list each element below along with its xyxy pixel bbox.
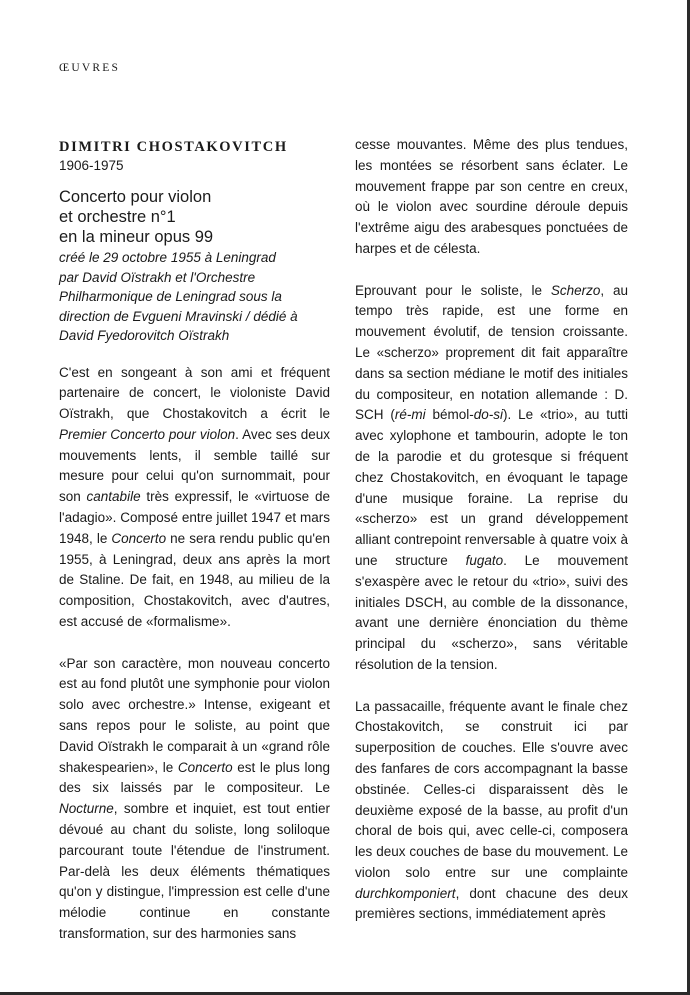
composer-name: DIMITRI CHOSTAKOVITCH [59, 139, 288, 155]
credit-line: direction de Evgueni Mravinski / dédié à [59, 308, 298, 324]
premiere-credits [59, 248, 330, 346]
movement-name: Scherzo [550, 282, 601, 298]
movement-name: Nocturne [59, 801, 114, 817]
right-body [355, 135, 628, 925]
note-name: ré-mi [394, 407, 426, 423]
work-reference: Premier Concerto pour violon [59, 426, 236, 442]
paragraph: Eprouvant pour le soliste, le Scherzo, au tempo très rapide, est une forme en mouvement évolutif, de tension croissante. Le «scherzo» proprement dit fait apparaître dans sa section médiane le motif des initiales du compositeur, en notation allemande : D. SCH (ré-mi bémol-do-si). Le «trio», au tutti avec xylophone et tambourin, adopte le ton de la parodie et du grotesque si fréquent chez Chostakovitch, en évoquant le tapage d'une musique foraine. La reprise du «scherzo» est un grand développement alliant contrepoint renversable à quatre voix à une structure fugato. Le mouvement s'exaspère avec le retour du «trio», suivi des initiales DSCH, au comble de la dissonance, avant une dernière énonciation du thème principal du «scherzo», sans véritable résolution de la tension. [355, 282, 628, 672]
paragraph: C'est en songeant à son ami et fréquent partenaire de concert, le violoniste David Oïstrakh, que Chostakovitch a écrit le Premier Concerto pour violon. Avec ses deux mouvements lents, il semble taillé sur mesure pour celui qu'on surnommait, pour son cantabile très expressif, le «virtuose de l'adagio». Composé entre juillet 1947 et mars 1948, le Concerto ne sera rendu public qu'en 1955, à Leningrad, deux ans après la mort de Staline. De fait, en 1948, au milieu de la composition, Chostakovitch, avec d'autres, est accusé de «formalisme». [59, 364, 330, 630]
section-label: ŒUVRES [59, 62, 121, 74]
term: durchkomponiert [355, 885, 456, 901]
paragraph: «Par son caractère, mon nouveau concerto est au fond plutôt une symphonie pour violon solo avec orchestre.» Intense, exigeant et sans repos pour le soliste, au point que David Oïstrakh le comparait à un «grand rôle shakespearien», le Concerto est le plus long des six laissés par le compositeur. Le Nocturne, sombre et inquiet, est tout entier dévoué au chant du soliste, long soliloque parcourant toute l'étendue de l'instrument. Par-delà les deux éléments thématiques qu'on y distingue, l'impression est celle d'une mélodie continue en constante transformation, sur des harmonies sans [59, 655, 331, 942]
credit-line: Philharmonique de Leningrad sous la [59, 289, 282, 304]
credit-line: David Fyedorovitch Oïstrakh [59, 328, 230, 343]
work-reference: Concerto [111, 530, 167, 546]
credit-line: par David Oïstrakh et l'Orchestre [59, 269, 256, 285]
work-title-line: Concerto pour violon [59, 188, 212, 206]
note-name: do-si [473, 407, 503, 423]
paragraph: La passacaille, fréquente avant le finale chez Chostakovitch, se construit ici par superposition de couches. Elle s'ouvre avec des fanfares de cors accompagnant la basse obstinée. Celles-ci disparaissent dès le deuxième exposé de la basse, au profit d'un choral de bois qui, avec celle-ci, composera les deux couches de base du mouvement. Le violon solo entre sur une complainte durchkomponiert, dont chacune des deux premières sections, immédiatement après [355, 698, 628, 922]
work-title [59, 187, 330, 247]
term: fugato [465, 552, 504, 568]
composer-dates: 1906-1975 [59, 158, 124, 173]
paragraph: cesse mouvantes. Même des plus tendues, les montées se résorbent sans éclater. Le mouvement frappe par son centre en creux, où le violon avec sourdine déroule depuis l'extrême aigu des arabesques ponctuées de harpes et de célesta. [355, 137, 628, 256]
left-column [59, 135, 330, 945]
term: cantabile [86, 489, 141, 505]
right-column [355, 135, 628, 925]
work-title-line: et orchestre n°1 [59, 208, 176, 226]
credit-line: créé le 29 octobre 1955 à Leningrad [59, 250, 276, 265]
work-reference: Concerto [177, 759, 233, 775]
work-title-line: en la mineur opus 99 [59, 228, 214, 246]
left-body [59, 363, 330, 945]
